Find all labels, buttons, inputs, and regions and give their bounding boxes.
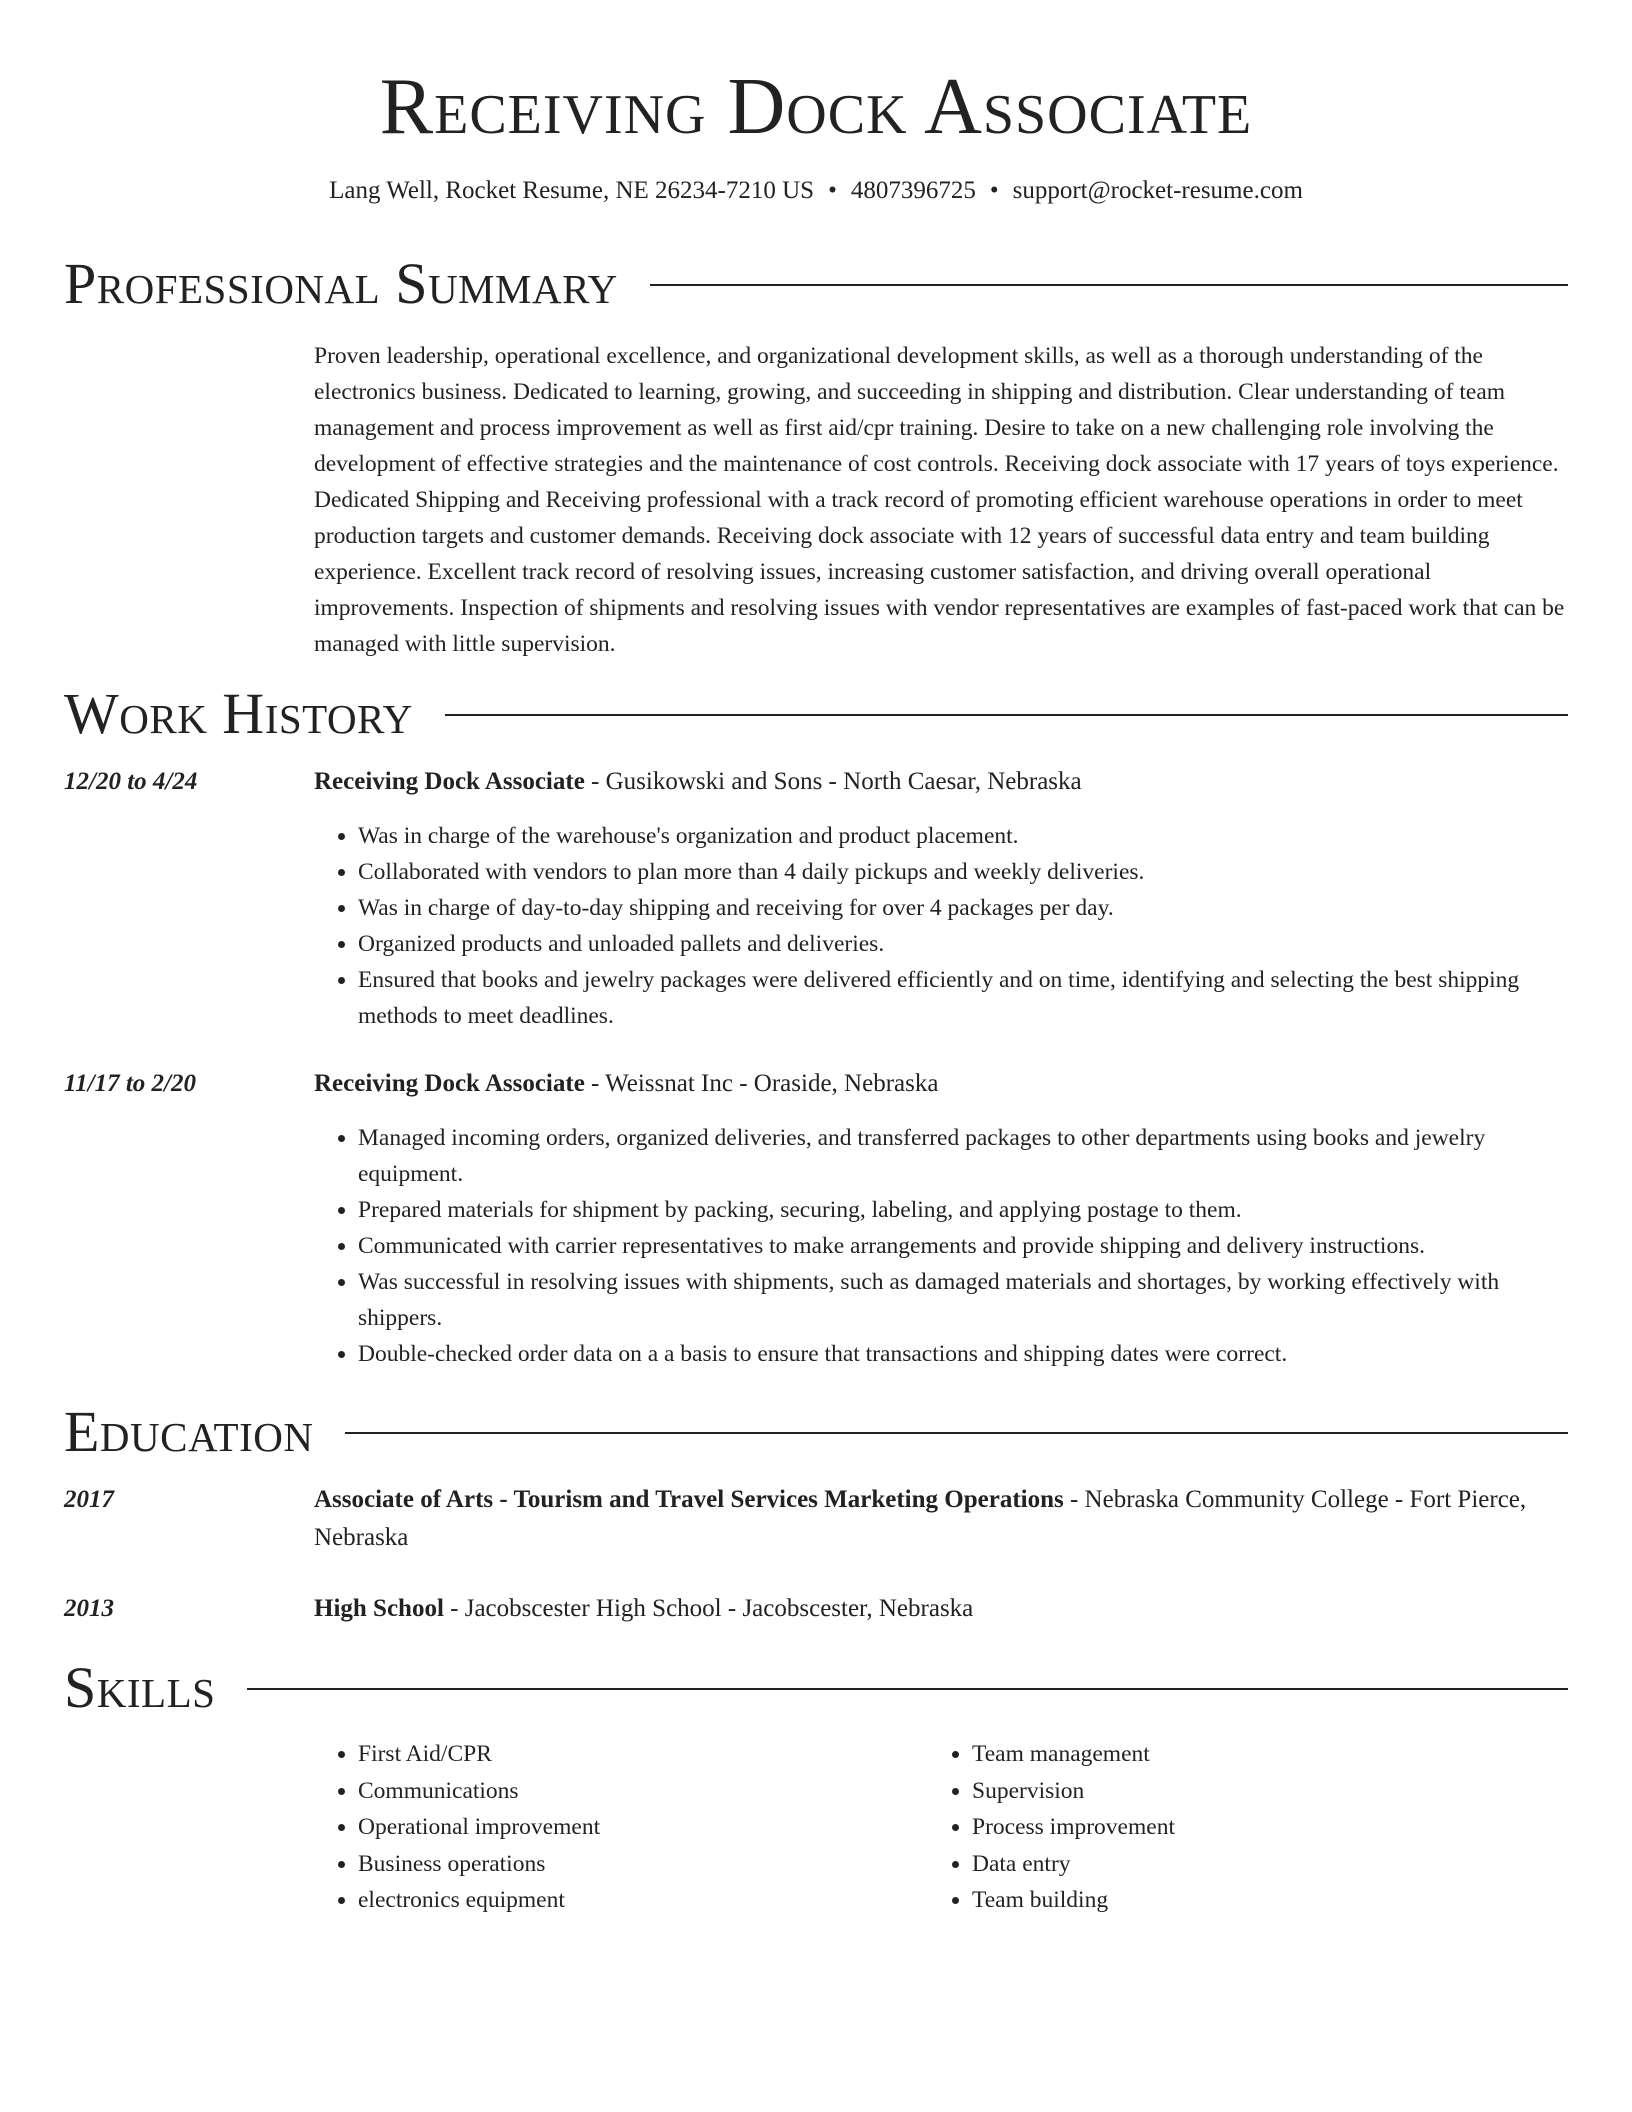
education-year: 2013 <box>64 1595 114 1622</box>
job-title: Receiving Dock Associate <box>314 768 585 795</box>
list-item: • Ensured that books and jewelry packages were delivered efficiently and on time, identifying and selecting the best shipping methods to meet deadlines. <box>358 962 1570 1034</box>
education-section-header <box>64 1400 1568 1464</box>
skill-item: • Business operations <box>358 1846 874 1883</box>
job-bullets <box>314 818 1570 1034</box>
email: support@rocket-resume.com <box>1012 177 1303 204</box>
skills-list-left <box>314 1736 874 1919</box>
education-details: - Nebraska Community College - Fort Pierce, Nebraska <box>314 1486 1527 1551</box>
skill-item: • First Aid/CPR <box>358 1736 874 1773</box>
skill-item: • Process improvement <box>972 1809 1488 1846</box>
list-item: • Was successful in resolving issues with shipments, such as damaged materials and shortages, by working effectively with shippers. <box>358 1264 1570 1336</box>
skill-item: • Supervision <box>972 1773 1488 1810</box>
skill-item: • Data entry <box>972 1846 1488 1883</box>
skill-item: • Team management <box>972 1736 1488 1773</box>
job-bullets <box>314 1120 1570 1372</box>
separator: • <box>989 177 999 204</box>
section-title: Professional Summary <box>64 251 618 316</box>
job-details: - Gusikowski and Sons - North Caesar, Nebraska <box>584 768 1082 795</box>
education-entry <box>314 1590 1570 1628</box>
list-item: • Organized products and unloaded pallets and deliveries. <box>358 926 1570 962</box>
skills-list-right <box>928 1736 1488 1919</box>
skill-item: • electronics equipment <box>358 1882 874 1919</box>
skill-item: • Team building <box>972 1882 1488 1919</box>
job-heading <box>314 1065 1570 1103</box>
list-item: • Was in charge of day-to-day shipping and receiving for over 4 packages per day. <box>358 890 1570 926</box>
degree: High School <box>314 1595 444 1622</box>
education-year: 2017 <box>64 1486 114 1513</box>
education-details: - Jacobscester High School - Jacobscester, Nebraska <box>443 1595 974 1622</box>
list-item: • Double-checked order data on a a basis to ensure that transactions and shipping dates were correct. <box>358 1336 1570 1372</box>
list-item: • Managed incoming orders, organized deliveries, and transferred packages to other departments using books and jewelry equipment. <box>358 1120 1570 1192</box>
list-item: • Collaborated with vendors to plan more than 4 daily pickups and weekly deliveries. <box>358 854 1570 890</box>
skill-item: • Operational improvement <box>358 1809 874 1846</box>
resume-title: Receiving Dock Associate <box>379 63 1253 151</box>
job-details: - Weissnat Inc - Oraside, Nebraska <box>584 1070 939 1097</box>
section-title: Skills <box>64 1655 216 1720</box>
job-title: Receiving Dock Associate <box>314 1070 585 1097</box>
address: Lang Well, Rocket Resume, NE 26234-7210 US <box>329 177 815 204</box>
list-item: • Was in charge of the warehouse's organization and product placement. <box>358 818 1570 854</box>
section-title: Education <box>64 1399 314 1464</box>
job-dates: 11/17 to 2/20 <box>64 1070 196 1097</box>
summary-text: Proven leadership, operational excellence, and organizational development skills, as well as a thorough understanding of the electronics business. Dedicated to learning, growing, and succeeding in shipping and distribution. Clear understanding of team management and process improvement as well as first aid/cpr training. Desire to take on a new challenging role involving the development of effective strategies and the maintenance of cost controls. Receiving dock associate with 17 years of toys experience. Dedicated Shipping and Receiving professional with a track record of promoting efficient warehouse operations in order to meet production targets and customer demands. Receiving dock associate with 12 years of successful data entry and team building experience. Excellent track record of resolving issues, increasing customer satisfaction, and driving overall operational improvements. Inspection of shipments and resolving issues with vendor representatives are examples of fast-paced work that can be managed with little supervision. <box>314 343 1565 657</box>
section-divider <box>247 1688 1568 1690</box>
list-item: • Communicated with carrier representatives to make arrangements and provide shipping and delivery instructions. <box>358 1228 1570 1264</box>
skill-item: • Communications <box>358 1773 874 1810</box>
work-section-header <box>64 682 1568 746</box>
contact-line <box>0 174 1632 208</box>
list-item: • Prepared materials for shipment by packing, securing, labeling, and applying postage to them. <box>358 1192 1570 1228</box>
separator: • <box>828 177 837 204</box>
section-title: Work History <box>64 681 413 746</box>
section-divider <box>650 284 1568 286</box>
education-entry <box>314 1481 1570 1557</box>
summary-section-header <box>64 252 1568 316</box>
section-divider <box>345 1432 1568 1434</box>
job-dates: 12/20 to 4/24 <box>64 768 198 795</box>
degree: Associate of Arts - Tourism and Travel Services Marketing Operations <box>314 1486 1064 1513</box>
phone: 4807396725 <box>850 177 976 204</box>
section-divider <box>445 714 1568 716</box>
job-heading <box>314 763 1570 801</box>
skills-section-header <box>64 1656 1568 1720</box>
